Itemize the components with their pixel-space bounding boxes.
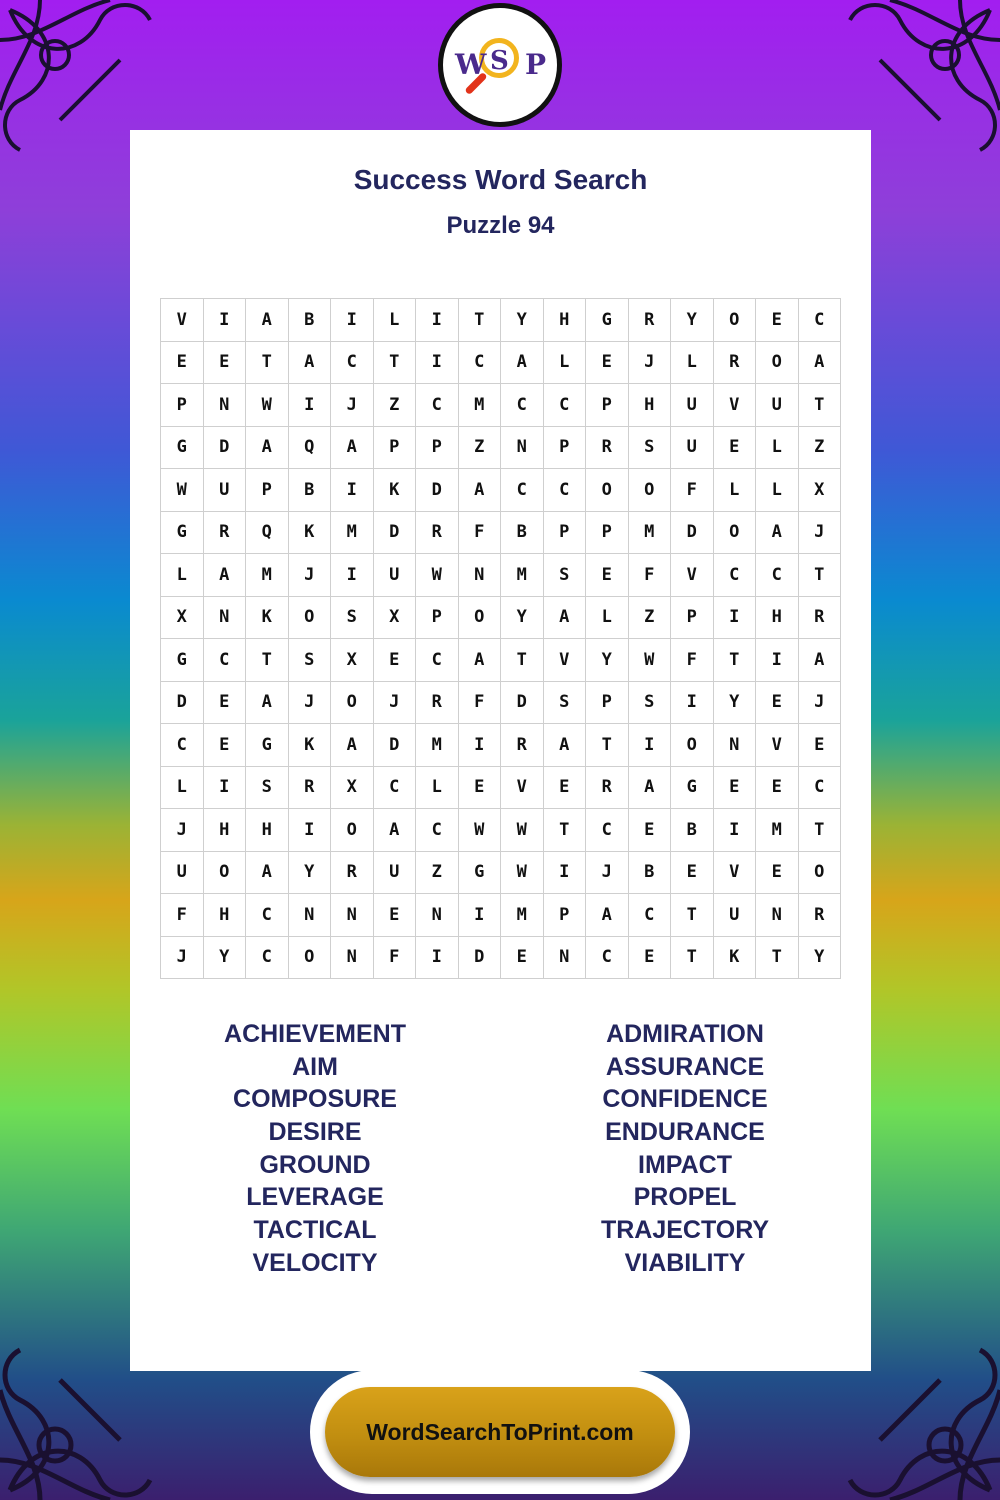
grid-cell: M (459, 384, 502, 427)
grid-cell: H (204, 894, 247, 937)
grid-cell: Z (799, 427, 842, 470)
grid-cell: R (586, 427, 629, 470)
word-list-left (130, 1018, 500, 1280)
grid-cell: E (374, 894, 417, 937)
grid-cell: E (799, 724, 842, 767)
grid-cell: E (586, 342, 629, 385)
word-item: AIM (292, 1052, 338, 1081)
grid-cell: T (374, 342, 417, 385)
grid-cell: G (246, 724, 289, 767)
grid-cell: I (204, 767, 247, 810)
grid-cell: F (459, 682, 502, 725)
grid-cell: W (246, 384, 289, 427)
grid-cell: U (374, 852, 417, 895)
grid-cell: I (331, 299, 374, 342)
grid-cell: Z (629, 597, 672, 640)
word-item: VIABILITY (624, 1248, 746, 1277)
puzzle-number: Puzzle 94 (446, 212, 555, 239)
grid-cell: R (501, 724, 544, 767)
grid-cell: M (501, 554, 544, 597)
grid-cell: Q (246, 512, 289, 555)
grid-cell: I (204, 299, 247, 342)
grid-cell: B (629, 852, 672, 895)
grid-cell: T (799, 554, 842, 597)
grid-cell: C (629, 894, 672, 937)
grid-cell: T (586, 724, 629, 767)
grid-cell: A (246, 852, 289, 895)
grid-cell: M (331, 512, 374, 555)
word-item: ACHIEVEMENT (224, 1020, 406, 1048)
grid-cell: E (629, 809, 672, 852)
puzzle-card (130, 130, 871, 1371)
grid-cell: O (289, 597, 332, 640)
grid-cell: E (459, 767, 502, 810)
grid-cell: Y (289, 852, 332, 895)
grid-cell: E (756, 852, 799, 895)
grid-cell: S (629, 682, 672, 725)
grid-cell: P (671, 597, 714, 640)
grid-cell: I (756, 639, 799, 682)
grid-cell: D (374, 512, 417, 555)
grid-cell: B (289, 299, 332, 342)
grid-cell: W (629, 639, 672, 682)
grid-cell: O (714, 512, 757, 555)
grid-cell: I (289, 384, 332, 427)
grid-cell: L (161, 767, 204, 810)
grid-cell: E (629, 937, 672, 980)
grid-cell: G (161, 427, 204, 470)
grid-cell: Y (799, 937, 842, 980)
grid-cell: P (416, 427, 459, 470)
grid-cell: C (331, 342, 374, 385)
grid-cell: S (544, 682, 587, 725)
grid-cell: I (714, 809, 757, 852)
grid-cell: C (416, 809, 459, 852)
grid-cell: P (416, 597, 459, 640)
grid-cell: R (204, 512, 247, 555)
grid-cell: B (289, 469, 332, 512)
grid-cell: E (204, 724, 247, 767)
grid-cell: F (161, 894, 204, 937)
grid-cell: D (161, 682, 204, 725)
grid-cell: M (501, 894, 544, 937)
grid-cell: E (374, 639, 417, 682)
grid-cell: W (459, 809, 502, 852)
grid-cell: I (714, 597, 757, 640)
grid-cell: T (671, 937, 714, 980)
grid-cell: E (756, 767, 799, 810)
grid-cell: C (374, 767, 417, 810)
grid-cell: F (671, 469, 714, 512)
grid-cell: L (714, 469, 757, 512)
grid-cell: P (161, 384, 204, 427)
word-item: COMPOSURE (233, 1085, 397, 1114)
grid-cell: O (289, 937, 332, 980)
grid-cell: O (629, 469, 672, 512)
grid-cell: W (501, 809, 544, 852)
grid-cell: I (416, 937, 459, 980)
grid-cell: N (331, 894, 374, 937)
grid-cell: E (714, 427, 757, 470)
grid-cell: P (544, 427, 587, 470)
word-list-right (500, 1018, 870, 1280)
grid-cell: P (544, 512, 587, 555)
grid-cell: T (459, 299, 502, 342)
grid-cell: O (671, 724, 714, 767)
grid-cell: U (374, 554, 417, 597)
grid-cell: M (756, 809, 799, 852)
grid-cell: J (331, 384, 374, 427)
grid-cell: D (501, 682, 544, 725)
grid-cell: N (204, 384, 247, 427)
grid-cell: P (586, 384, 629, 427)
grid-cell: N (289, 894, 332, 937)
grid-cell: T (501, 639, 544, 682)
grid-cell: S (629, 427, 672, 470)
grid-cell: B (501, 512, 544, 555)
grid-cell: N (714, 724, 757, 767)
grid-cell: J (799, 512, 842, 555)
grid-cell: T (799, 384, 842, 427)
word-item: PROPEL (633, 1183, 737, 1212)
grid-cell: V (671, 554, 714, 597)
grid-cell: W (501, 852, 544, 895)
grid-cell: I (331, 469, 374, 512)
grid-cell: I (331, 554, 374, 597)
grid-cell: J (586, 852, 629, 895)
grid-cell: F (459, 512, 502, 555)
grid-cell: V (161, 299, 204, 342)
grid-cell: M (416, 724, 459, 767)
grid-cell: D (459, 937, 502, 980)
grid-cell: V (714, 384, 757, 427)
grid-cell: A (629, 767, 672, 810)
grid-cell: R (629, 299, 672, 342)
logo-letter-s: S (490, 46, 509, 76)
grid-cell: C (246, 937, 289, 980)
grid-cell: A (799, 342, 842, 385)
grid-cell: P (374, 427, 417, 470)
grid-cell: C (799, 299, 842, 342)
footer-badge[interactable] (325, 1387, 675, 1477)
grid-cell: X (331, 639, 374, 682)
word-item: GROUND (259, 1150, 371, 1179)
grid-cell: G (586, 299, 629, 342)
word-item: ENDURANCE (605, 1118, 765, 1147)
grid-cell: A (586, 894, 629, 937)
grid-cell: L (756, 469, 799, 512)
grid-cell: I (416, 342, 459, 385)
logo-letter-w: W (455, 48, 487, 81)
grid-cell: C (204, 639, 247, 682)
grid-cell: E (501, 937, 544, 980)
grid-cell: R (289, 767, 332, 810)
grid-cell: U (161, 852, 204, 895)
page-title: Success Word Search (353, 164, 648, 195)
grid-cell: F (629, 554, 672, 597)
grid-cell: R (799, 894, 842, 937)
word-item: ADMIRATION (606, 1020, 764, 1048)
grid-cell: T (799, 809, 842, 852)
grid-cell: O (799, 852, 842, 895)
grid-cell: T (756, 937, 799, 980)
grid-cell: E (756, 299, 799, 342)
grid-cell: Q (289, 427, 332, 470)
grid-cell: C (501, 384, 544, 427)
grid-cell: V (501, 767, 544, 810)
grid-cell: C (459, 342, 502, 385)
grid-cell: N (416, 894, 459, 937)
grid-cell: L (671, 342, 714, 385)
grid-cell: Z (416, 852, 459, 895)
grid-cell: N (204, 597, 247, 640)
grid-cell: F (374, 937, 417, 980)
grid-cell: I (416, 299, 459, 342)
grid-cell: U (671, 384, 714, 427)
grid-cell: J (289, 554, 332, 597)
grid-cell: T (246, 342, 289, 385)
grid-cell: T (246, 639, 289, 682)
grid-cell: J (161, 809, 204, 852)
grid-cell: A (544, 597, 587, 640)
grid-cell: A (204, 554, 247, 597)
grid-cell: J (289, 682, 332, 725)
grid-cell: C (756, 554, 799, 597)
grid-cell: N (756, 894, 799, 937)
grid-cell: E (671, 852, 714, 895)
grid-cell: Z (459, 427, 502, 470)
grid-cell: G (671, 767, 714, 810)
letter-grid (160, 298, 841, 979)
site-link[interactable]: WordSearchToPrint.com (366, 1418, 634, 1445)
grid-cell: X (799, 469, 842, 512)
grid-cell: Y (586, 639, 629, 682)
grid-cell: O (714, 299, 757, 342)
grid-cell: J (374, 682, 417, 725)
grid-cell: J (161, 937, 204, 980)
grid-cell: S (289, 639, 332, 682)
grid-cell: X (374, 597, 417, 640)
grid-cell: T (544, 809, 587, 852)
grid-cell: E (204, 342, 247, 385)
grid-cell: N (501, 427, 544, 470)
grid-cell: A (246, 427, 289, 470)
grid-cell: I (544, 852, 587, 895)
grid-cell: Y (714, 682, 757, 725)
grid-cell: A (246, 682, 289, 725)
grid-cell: A (544, 724, 587, 767)
grid-cell: L (586, 597, 629, 640)
grid-cell: R (416, 682, 459, 725)
grid-cell: C (416, 384, 459, 427)
grid-cell: D (204, 427, 247, 470)
grid-cell: I (459, 894, 502, 937)
grid-cell: G (459, 852, 502, 895)
word-item: DESIRE (268, 1118, 362, 1147)
grid-cell: C (714, 554, 757, 597)
grid-cell: N (544, 937, 587, 980)
grid-cell: J (629, 342, 672, 385)
grid-cell: C (416, 639, 459, 682)
grid-cell: L (374, 299, 417, 342)
grid-cell: V (756, 724, 799, 767)
logo-letter-p: P (525, 48, 547, 81)
grid-cell: I (289, 809, 332, 852)
grid-cell: K (289, 512, 332, 555)
grid-cell: X (331, 767, 374, 810)
grid-cell: E (586, 554, 629, 597)
grid-cell: G (161, 639, 204, 682)
grid-cell: M (246, 554, 289, 597)
grid-cell: F (671, 639, 714, 682)
grid-cell: A (331, 724, 374, 767)
grid-cell: T (671, 894, 714, 937)
grid-cell: O (459, 597, 502, 640)
grid-cell: J (799, 682, 842, 725)
grid-cell: E (714, 767, 757, 810)
grid-cell: W (416, 554, 459, 597)
grid-cell: U (671, 427, 714, 470)
grid-cell: A (331, 427, 374, 470)
footer-badge-frame (310, 1370, 690, 1494)
grid-cell: C (586, 937, 629, 980)
grid-cell: P (586, 682, 629, 725)
grid-cell: U (204, 469, 247, 512)
grid-cell: X (161, 597, 204, 640)
grid-cell: R (331, 852, 374, 895)
grid-cell: A (756, 512, 799, 555)
grid-cell: E (204, 682, 247, 725)
grid-cell: D (671, 512, 714, 555)
grid-cell: R (416, 512, 459, 555)
grid-cell: H (629, 384, 672, 427)
grid-cell: O (331, 682, 374, 725)
grid-cell: C (799, 767, 842, 810)
word-item: VELOCITY (252, 1248, 378, 1277)
grid-cell: A (799, 639, 842, 682)
grid-cell: L (161, 554, 204, 597)
grid-cell: A (459, 469, 502, 512)
grid-cell: C (161, 724, 204, 767)
grid-cell: C (246, 894, 289, 937)
grid-cell: A (246, 299, 289, 342)
grid-cell: H (756, 597, 799, 640)
grid-cell: U (756, 384, 799, 427)
grid-cell: C (586, 809, 629, 852)
grid-cell: D (416, 469, 459, 512)
grid-cell: K (289, 724, 332, 767)
grid-cell: K (246, 597, 289, 640)
grid-cell: I (629, 724, 672, 767)
grid-cell: Y (204, 937, 247, 980)
grid-cell: B (671, 809, 714, 852)
grid-cell: N (331, 937, 374, 980)
word-item: TRAJECTORY (600, 1216, 770, 1245)
word-item: IMPACT (638, 1150, 732, 1179)
grid-cell: H (544, 299, 587, 342)
grid-cell: K (374, 469, 417, 512)
wsp-logo (438, 3, 562, 127)
grid-cell: H (246, 809, 289, 852)
grid-cell: R (714, 342, 757, 385)
grid-cell: K (714, 937, 757, 980)
grid-cell: L (544, 342, 587, 385)
grid-cell: R (586, 767, 629, 810)
grid-cell: L (416, 767, 459, 810)
word-item: CONFIDENCE (602, 1085, 768, 1114)
grid-cell: C (501, 469, 544, 512)
grid-cell: O (586, 469, 629, 512)
grid-cell: Y (501, 597, 544, 640)
grid-cell: O (756, 342, 799, 385)
grid-cell: Y (671, 299, 714, 342)
grid-cell: P (246, 469, 289, 512)
grid-cell: N (459, 554, 502, 597)
word-item: TACTICAL (253, 1216, 377, 1245)
grid-cell: P (544, 894, 587, 937)
grid-cell: C (544, 384, 587, 427)
grid-cell: W (161, 469, 204, 512)
grid-cell: U (714, 894, 757, 937)
grid-cell: P (586, 512, 629, 555)
grid-cell: O (204, 852, 247, 895)
grid-cell: H (204, 809, 247, 852)
grid-cell: S (246, 767, 289, 810)
grid-cell: A (459, 639, 502, 682)
grid-cell: V (544, 639, 587, 682)
grid-cell: A (289, 342, 332, 385)
grid-cell: E (161, 342, 204, 385)
grid-cell: V (714, 852, 757, 895)
grid-cell: A (501, 342, 544, 385)
word-item: ASSURANCE (605, 1052, 765, 1081)
grid-cell: R (799, 597, 842, 640)
grid-cell: I (459, 724, 502, 767)
grid-cell: L (756, 427, 799, 470)
word-item: LEVERAGE (246, 1183, 384, 1212)
grid-cell: G (161, 512, 204, 555)
grid-cell: E (756, 682, 799, 725)
grid-cell: S (331, 597, 374, 640)
grid-cell: Z (374, 384, 417, 427)
logo-inner (443, 8, 557, 122)
grid-cell: A (374, 809, 417, 852)
grid-cell: M (629, 512, 672, 555)
grid-cell: E (544, 767, 587, 810)
grid-cell: O (331, 809, 374, 852)
grid-cell: S (544, 554, 587, 597)
grid-cell: Y (501, 299, 544, 342)
grid-cell: C (544, 469, 587, 512)
grid-cell: D (374, 724, 417, 767)
grid-cell: T (714, 639, 757, 682)
grid-cell: I (671, 682, 714, 725)
